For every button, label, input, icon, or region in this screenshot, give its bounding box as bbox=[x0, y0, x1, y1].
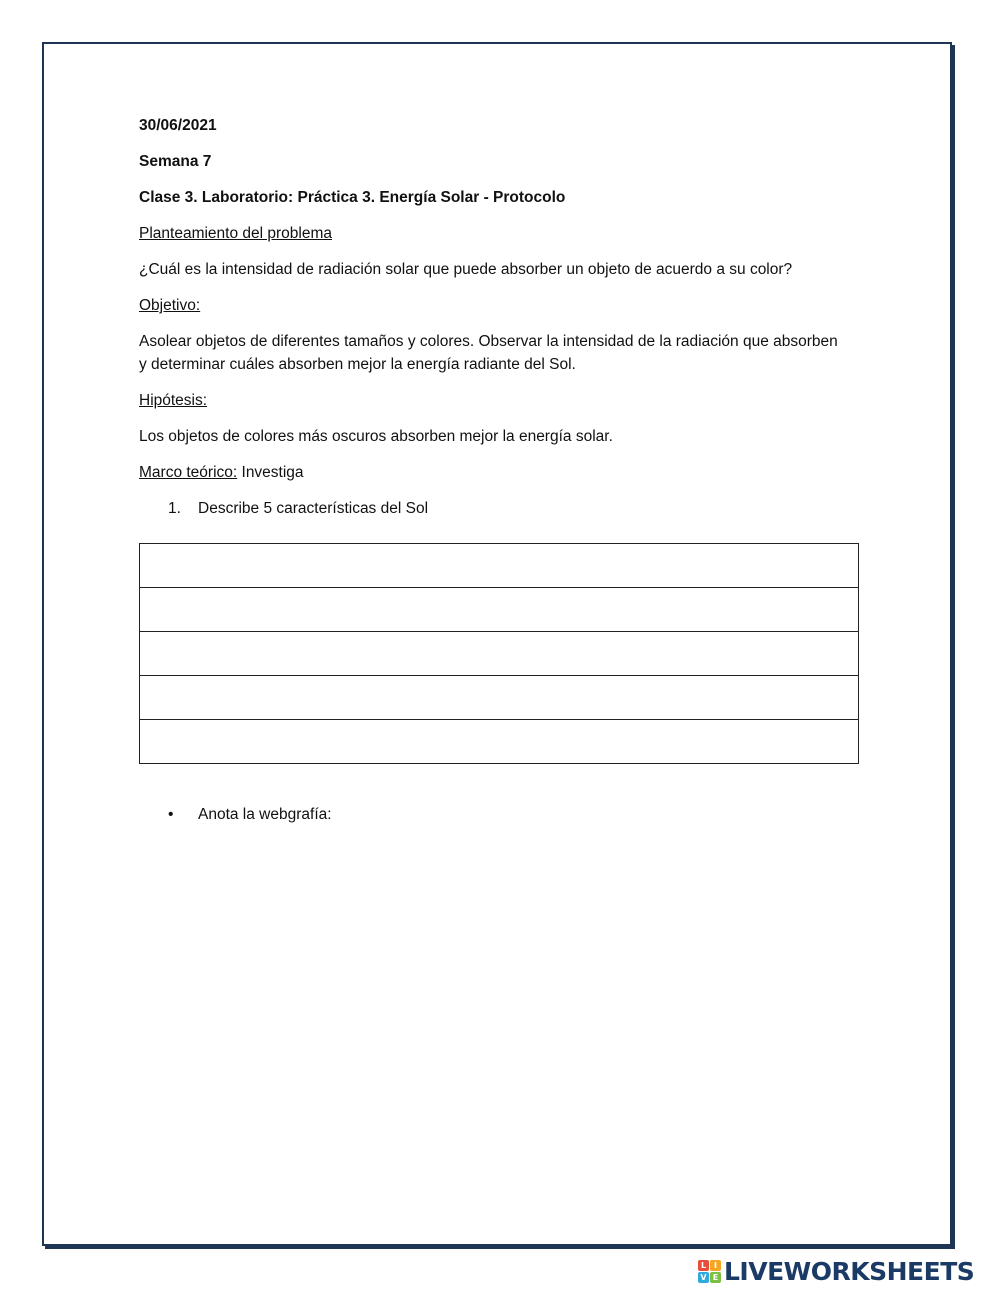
liveworksheets-logo[interactable] bbox=[698, 1256, 974, 1286]
problem-heading: Planteamiento del problema bbox=[139, 225, 333, 242]
answer-cell-1[interactable] bbox=[140, 544, 859, 588]
logo-block: E bbox=[710, 1272, 721, 1283]
hypothesis-heading: Hipótesis: bbox=[139, 392, 208, 409]
objective-text: Asolear objetos de diferentes tamaños y colores. Observar la intensidad de la radiación que absorben y determinar cuáles absorben mejor la energía radiante del Sol. bbox=[139, 333, 838, 373]
table-row bbox=[140, 544, 859, 588]
answer-cell-3[interactable] bbox=[140, 632, 859, 676]
logo-blocks-icon bbox=[698, 1260, 721, 1283]
answer-cell-2[interactable] bbox=[140, 588, 859, 632]
table-row bbox=[140, 588, 859, 632]
week-line: Semana 7 bbox=[139, 153, 212, 170]
webography-label: Anota la webgrafía: bbox=[198, 806, 332, 823]
logo-text: LIVEWORKSHEETS bbox=[724, 1256, 975, 1286]
hypothesis-text: Los objetos de colores más oscuros absorben mejor la energía solar. bbox=[139, 428, 613, 445]
task-item bbox=[139, 497, 859, 520]
logo-block: V bbox=[698, 1272, 709, 1283]
table-row bbox=[140, 632, 859, 676]
worksheet-content bbox=[139, 114, 859, 533]
bullet-icon: • bbox=[168, 806, 174, 823]
objective-heading: Objetivo: bbox=[139, 297, 201, 314]
table-row bbox=[140, 676, 859, 720]
logo-block: L bbox=[698, 1260, 709, 1271]
task-text: Describe 5 características del Sol bbox=[198, 500, 429, 517]
theory-line bbox=[139, 461, 859, 484]
table-row bbox=[140, 720, 859, 764]
answer-cell-4[interactable] bbox=[140, 676, 859, 720]
theory-heading: Marco teórico: bbox=[139, 464, 238, 481]
answer-cell-5[interactable] bbox=[140, 720, 859, 764]
theory-suffix: Investiga bbox=[237, 464, 304, 481]
date-line: 30/06/2021 bbox=[139, 117, 217, 134]
logo-block: I bbox=[710, 1260, 721, 1271]
task-number: 1. bbox=[168, 500, 181, 517]
problem-text: ¿Cuál es la intensidad de radiación solar que puede absorber un objeto de acuerdo a su color? bbox=[139, 261, 793, 278]
class-title: Clase 3. Laboratorio: Práctica 3. Energía Solar - Protocolo bbox=[139, 189, 566, 206]
sun-characteristics-table bbox=[139, 543, 859, 764]
